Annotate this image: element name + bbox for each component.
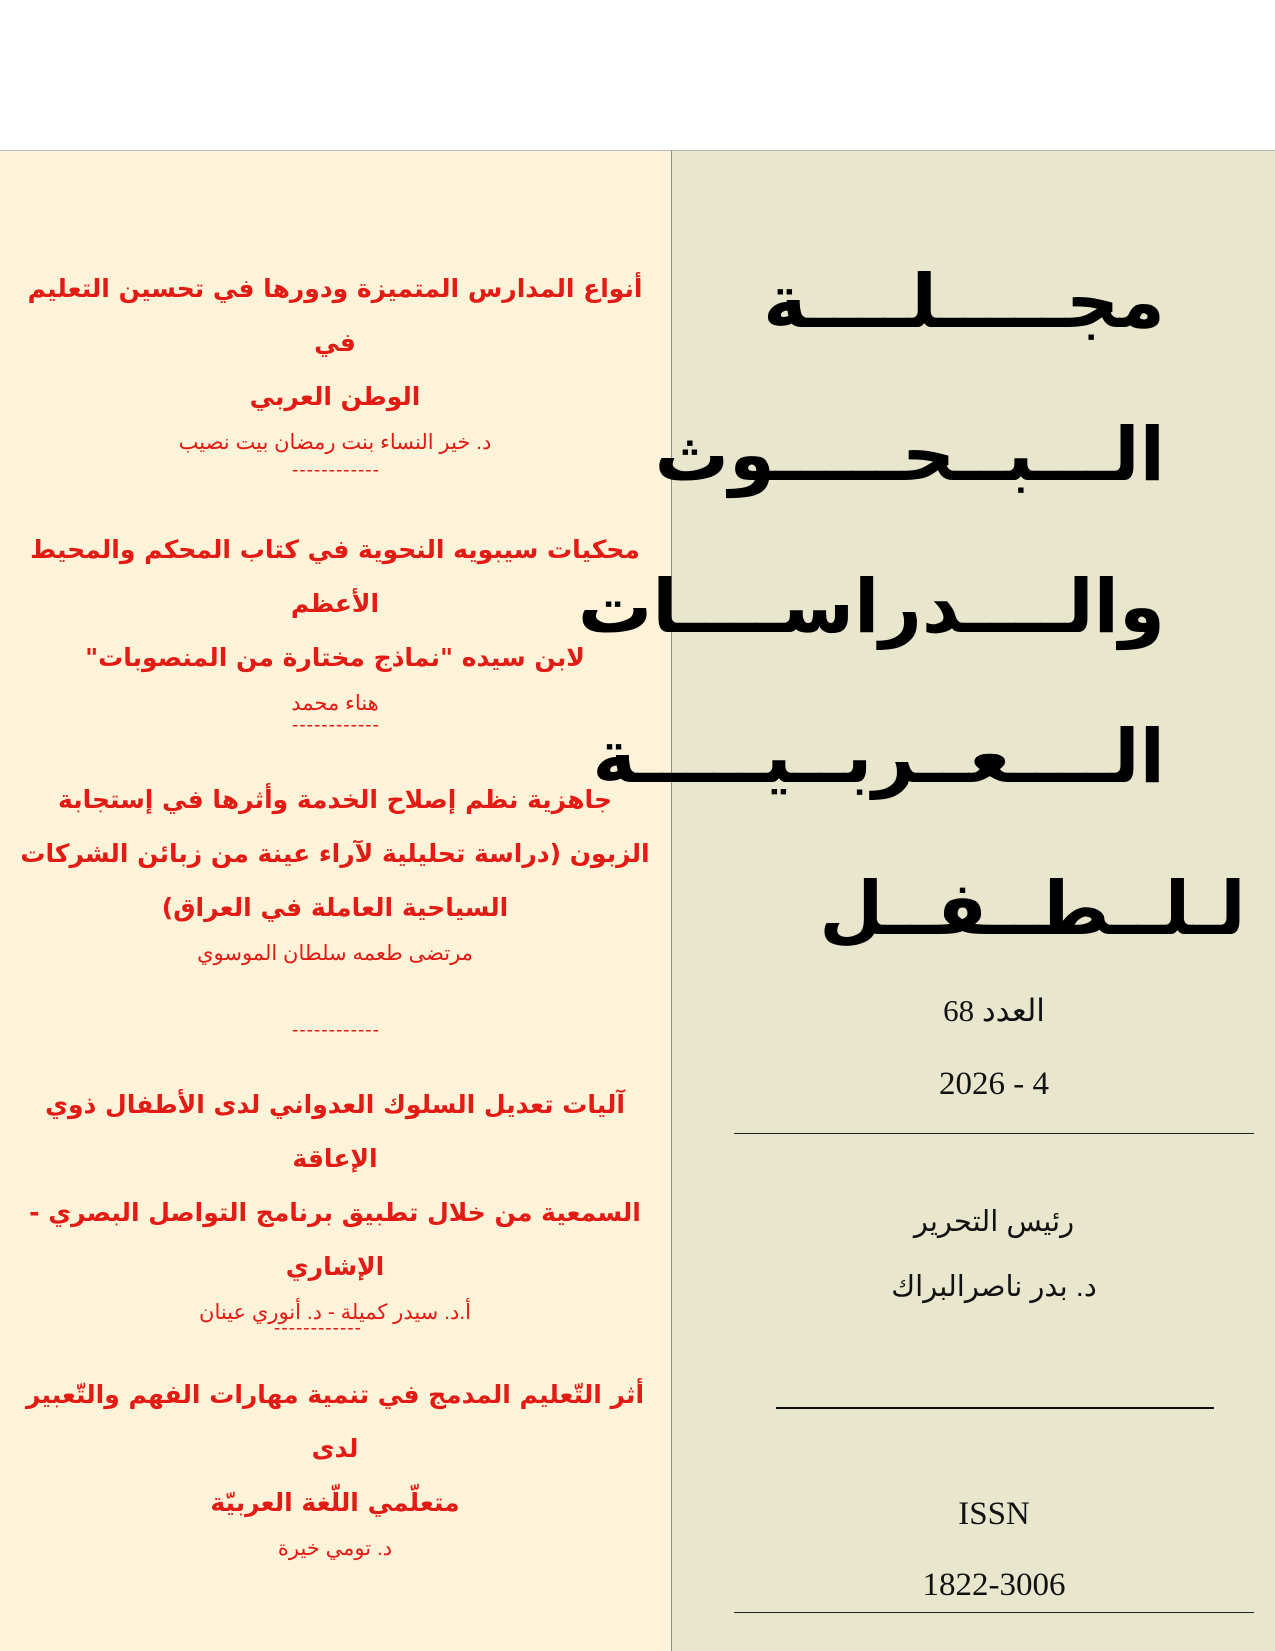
article-4-title-line-1: آليات تعديل السلوك العدواني لدى الأطفال ذوي الإعاقة <box>45 1090 625 1173</box>
article-5 <box>20 1368 650 1561</box>
editor-role: رئيس التحرير <box>913 1206 1075 1238</box>
issue-date: 2026 - 4 <box>939 1066 1049 1102</box>
article-5-title-line-2: متعلّمي اللّغة العربيّة <box>210 1488 460 1517</box>
article-1-author: د. خير النساء بنت رمضان بيت نصيب <box>178 431 492 454</box>
divider-bottom <box>734 1612 1254 1613</box>
divider-middle <box>776 1407 1214 1409</box>
article-5-title <box>20 1368 650 1530</box>
separator-3: ------------ <box>292 1020 380 1041</box>
separator-2: ------------ <box>292 715 380 736</box>
article-1-title-line-1: أنواع المدارس المتميزة ودورها في تحسين التعليم في <box>27 274 643 357</box>
magazine-title-line-2: الـــبــحـــــوث <box>654 412 1165 498</box>
article-4-title <box>20 1078 650 1294</box>
article-1-title <box>20 262 650 424</box>
issue-label: العدد 68 <box>943 993 1045 1028</box>
article-5-title-line-1: أثر التّعليم المدمج في تنمية مهارات الفهم والتّعبير لدى <box>25 1380 645 1463</box>
article-4 <box>20 1078 650 1325</box>
article-3-title-line-3: السياحية العاملة في العراق) <box>161 893 509 922</box>
article-2-title-line-1: محكيات سيبويه النحوية في كتاب المحكم والمحيط الأعظم <box>30 535 640 618</box>
magazine-title-line-4: الــــعــربــيـــــة <box>592 714 1165 800</box>
issn-label: ISSN <box>958 1496 1030 1532</box>
article-3-title-line-1: جاهزية نظم إصلاح الخدمة وأثرها في إستجابة <box>58 785 612 814</box>
article-2-author: هناء محمد <box>291 692 379 715</box>
article-4-title-line-3: الإشاري <box>285 1252 385 1281</box>
article-3 <box>20 773 650 966</box>
article-2 <box>20 523 650 716</box>
article-3-title-line-2: الزبون (دراسة تحليلية لآراء عينة من زبائن الشركات <box>20 839 650 868</box>
article-1 <box>20 262 650 455</box>
separator-4: ------------ <box>274 1318 362 1339</box>
issn-number: 1822-3006 <box>922 1567 1066 1603</box>
article-4-author: أ.د. سيدر كميلة - د. أنوري عينان <box>199 1301 471 1324</box>
separator-1: ------------ <box>292 460 380 481</box>
magazine-title-line-3: والــــدراســــات <box>577 564 1165 650</box>
article-2-title-line-2: لابن سيده "نماذج مختارة من المنصوبات" <box>85 643 585 672</box>
magazine-title-line-1: مجـــــلــــة <box>763 259 1165 345</box>
article-3-author: مرتضى طعمه سلطان الموسوي <box>197 942 473 965</box>
divider-top <box>734 1133 1254 1134</box>
article-4-title-line-2: السمعية من خلال تطبيق برنامج التواصل البصري - <box>29 1198 641 1227</box>
magazine-title-line-5: لـلــطــفــل <box>819 866 1246 952</box>
article-1-title-line-2: الوطن العربي <box>249 382 421 411</box>
article-2-title <box>20 523 650 685</box>
article-5-author: د. تومي خيرة <box>277 1537 393 1560</box>
editor-name: د. بدر ناصرالبراك <box>891 1271 1097 1303</box>
article-3-title <box>20 773 650 935</box>
